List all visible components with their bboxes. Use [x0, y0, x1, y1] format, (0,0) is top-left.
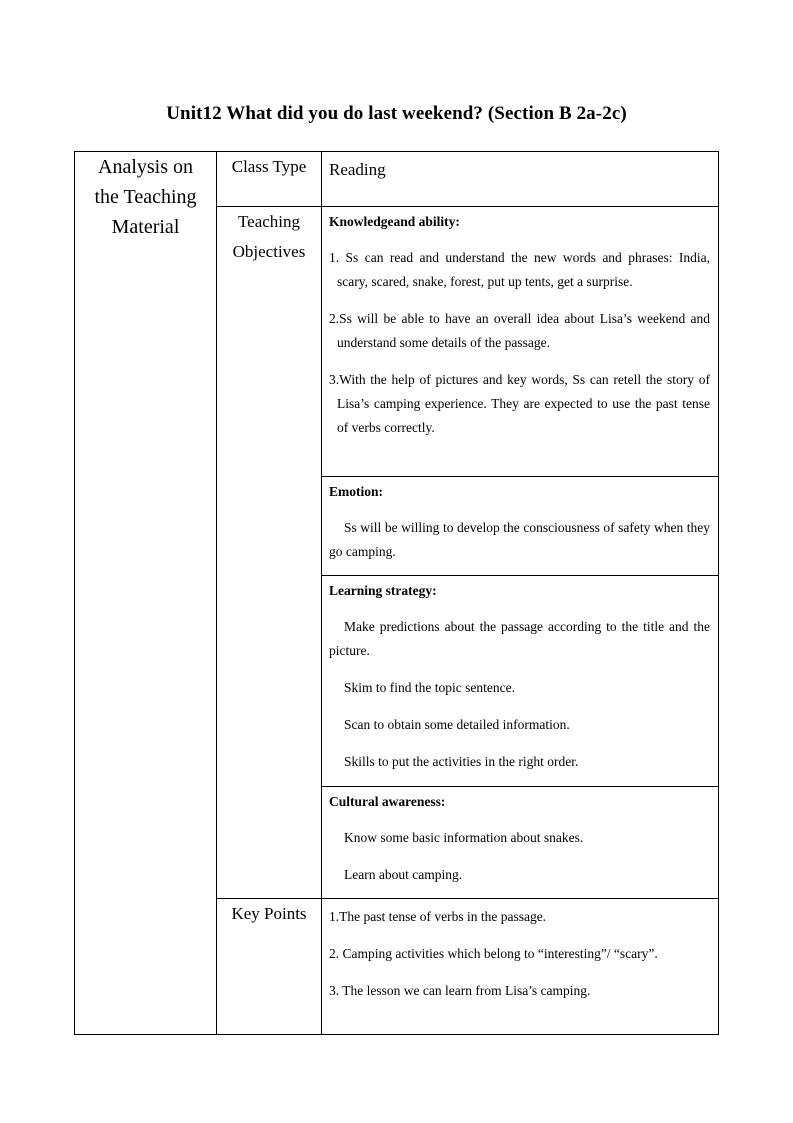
list-item: Learn about camping. — [344, 867, 463, 882]
analysis-label: Analysis on the Teaching Material — [94, 156, 197, 238]
class-type-value-cell — [322, 152, 719, 207]
list-item: 3.With the help of pictures and key words, Ss can retell the story of Lisa’s camping experience. They are expected to use the past tense of verbs correctly. — [329, 372, 710, 435]
class-type-value: Reading — [329, 160, 386, 179]
list-item: Ss will be willing to develop the consciousness of safety when they go camping. — [329, 520, 710, 559]
section-title-knowledge: Knowledgeand ability: — [329, 214, 460, 229]
list-item: 2. Camping activities which belong to “interesting”/ “scary”. — [329, 946, 658, 961]
learning-strategy-cell — [322, 576, 719, 787]
row-class-type — [75, 152, 719, 207]
class-type-label: Class Type — [231, 157, 307, 176]
list-item: Skills to put the activities in the right order. — [344, 754, 579, 769]
lesson-plan-table — [74, 151, 719, 1035]
teaching-objectives-cell — [217, 207, 322, 899]
analysis-cell — [75, 152, 217, 1035]
list-item: 2.Ss will be able to have an overall idea about Lisa’s weekend and understand some details of the passage. — [329, 311, 710, 350]
emotion-cell — [322, 477, 719, 576]
key-points-cell — [322, 899, 719, 1035]
key-points-label-cell — [217, 899, 322, 1035]
section-title-emotion: Emotion: — [329, 484, 383, 499]
section-title-learning-strategy: Learning strategy: — [329, 583, 437, 598]
list-item: Scan to obtain some detailed information. — [344, 717, 570, 732]
page-title: Unit12 What did you do last weekend? (Section B 2a-2c) — [166, 103, 627, 124]
cultural-awareness-cell — [322, 787, 719, 899]
list-item: Skim to find the topic sentence. — [344, 680, 515, 695]
key-points-label: Key Points — [231, 904, 307, 923]
knowledge-ability-cell — [322, 207, 719, 477]
section-title-cultural-awareness: Cultural awareness: — [329, 794, 446, 809]
class-type-label-cell — [217, 152, 322, 207]
teaching-objectives-label: Teaching Objectives — [232, 212, 306, 261]
list-item: Make predictions about the passage according to the title and the picture. — [329, 619, 710, 658]
list-item: 1.The past tense of verbs in the passage. — [329, 909, 547, 924]
list-item: 1. Ss can read and understand the new words and phrases: India, scary, scared, snake, forest, put up tents, get a surprise. — [329, 250, 710, 289]
list-item: Know some basic information about snakes. — [344, 830, 584, 845]
list-item: 3. The lesson we can learn from Lisa’s camping. — [329, 983, 591, 998]
